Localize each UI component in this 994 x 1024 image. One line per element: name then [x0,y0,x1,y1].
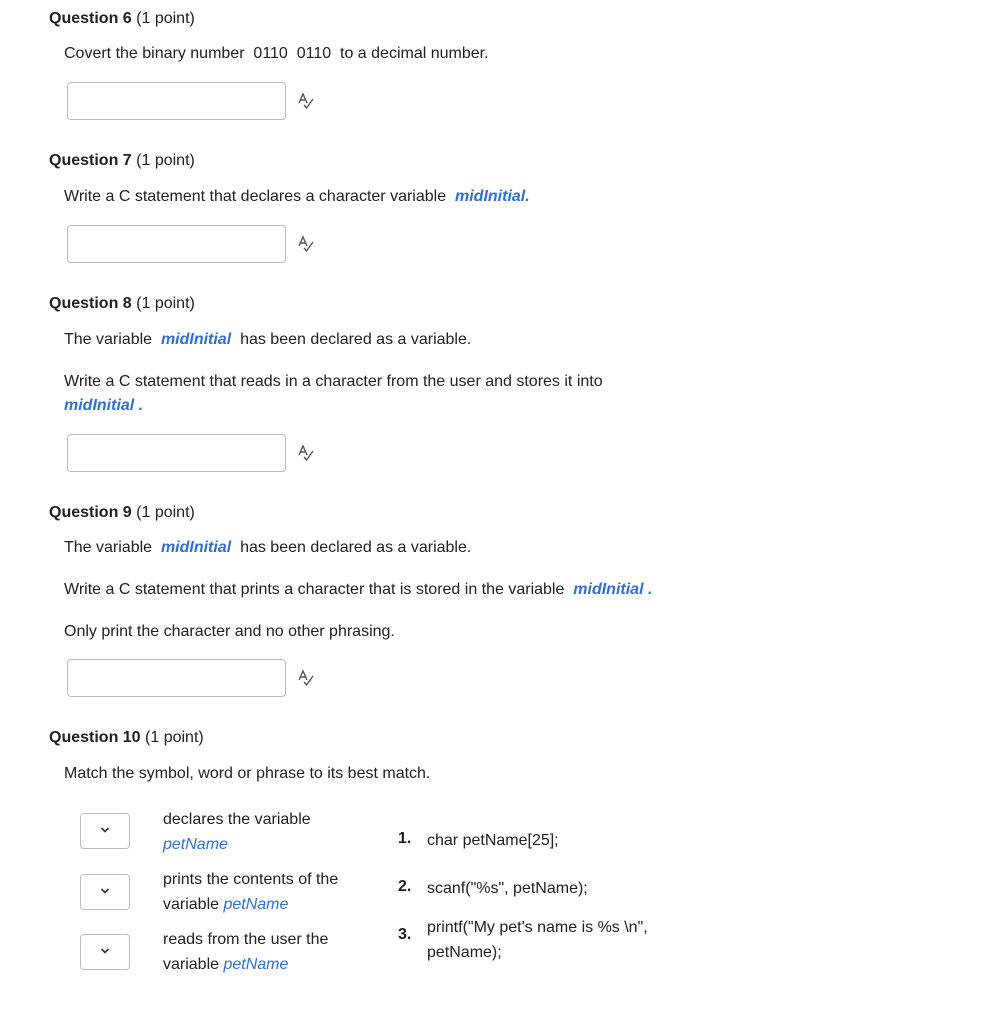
question-9-answer-input[interactable] [67,659,286,697]
spell-check-icon[interactable] [297,235,315,253]
variable-petname: petName [223,896,289,913]
question-9-line-2: Write a C statement that prints a character that is stored in the variable midInitial . [64,581,653,598]
question-7-text: Write a C statement that declares a character variable midInitial. [64,188,530,205]
question-8-answer-input[interactable] [67,434,286,472]
question-9-title: Question 9 (1 point) [49,504,195,521]
choice-number-3: 3. [398,926,412,943]
match-select-1[interactable] [80,813,130,849]
choice-text-2: scanf("%s", petName); [427,880,588,897]
spell-check-icon[interactable] [297,92,315,110]
variable-midinitial: midInitial . [573,581,653,598]
choice-text-1: char petName[25]; [427,832,559,849]
match-select-3[interactable] [80,934,130,970]
choice-text-3: printf("My pet's name is %s \n", petName); [427,919,648,961]
choice-number-2: 2. [398,878,412,895]
question-9-line-3: Only print the character and no other phrasing. [64,623,395,640]
match-item-1: declares the variable petName [163,811,311,853]
question-9-line-1: The variable midInitial has been declared as a variable. [64,539,472,556]
chevron-down-icon [100,887,110,895]
spell-check-icon[interactable] [297,669,315,687]
chevron-down-icon [100,826,110,834]
spell-check-icon[interactable] [297,444,315,462]
chevron-down-icon [100,947,110,955]
variable-midinitial: midInitial [160,539,232,556]
choice-number-1: 1. [398,830,412,847]
binary-number: 0110 0110 [253,45,332,62]
question-7-answer-input[interactable] [67,225,286,263]
question-6-text: Covert the binary number 0110 0110 to a decimal number. [64,45,489,62]
question-6-answer-input[interactable] [67,82,286,120]
question-10-text: Match the symbol, word or phrase to its best match. [64,765,431,782]
match-item-3: reads from the user the variable petName [163,931,329,973]
question-7-title: Question 7 (1 point) [49,152,195,169]
question-8-title: Question 8 (1 point) [49,295,195,312]
variable-midinitial: midInitial. [455,188,530,205]
variable-petname: petName [163,836,228,853]
variable-midinitial: midInitial . [64,397,144,414]
question-6-title: Question 6 (1 point) [49,10,195,27]
match-item-2: prints the contents of the variable petName [163,871,339,913]
question-8-line-1: The variable midInitial has been declared as a variable. [64,331,472,348]
question-10-title: Question 10 (1 point) [49,729,204,746]
variable-petname: petName [223,956,289,973]
match-select-2[interactable] [80,874,130,910]
question-8-line-2: Write a C statement that reads in a character from the user and stores it into [64,373,603,390]
variable-midinitial: midInitial [160,331,232,348]
question-8-line-3 [64,394,143,418]
